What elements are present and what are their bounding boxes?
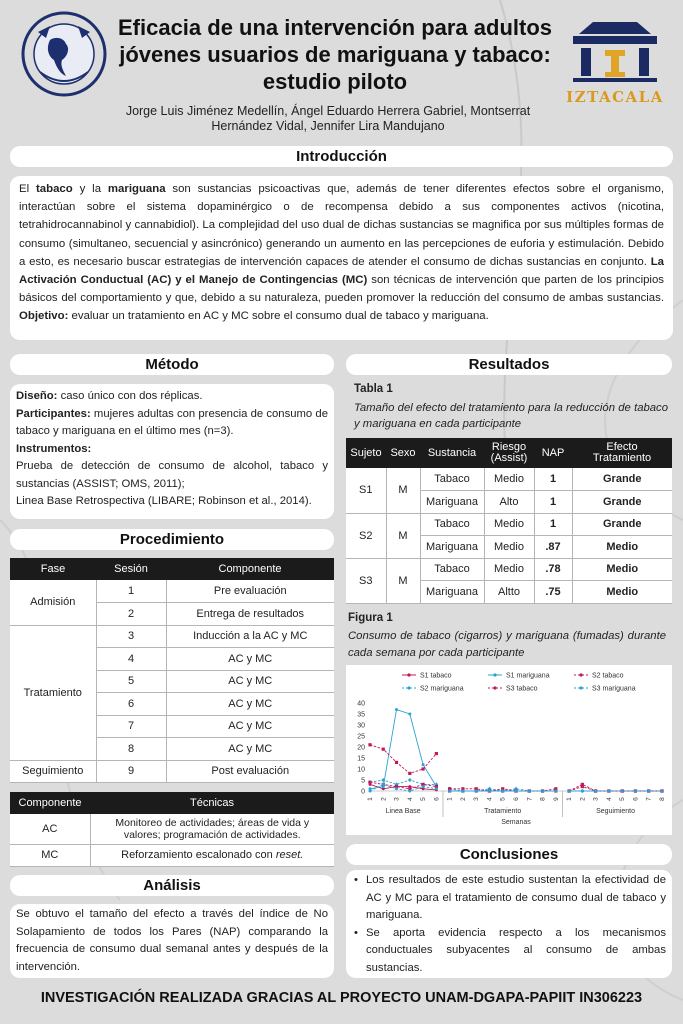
x-tick-label: 3 (393, 797, 401, 801)
y-tick-label: 10 (357, 766, 365, 774)
x-tick-label: 2 (579, 797, 587, 801)
procedimiento-table: Fase Sesión Componente Admisión 1 Pre evaluación 2 Entrega de resultados Tratamiento 3 Inducción a la AC y MC 4 AC y MC 5 AC y MC 6 AC y MC 7 AC y MC 8 AC y MC Seguimiento 9 Post evaluación (10, 558, 334, 783)
poster-title: Eficacia de una intervención para adultos jóvenes usuarios de mariguana y tabaco: estudio piloto (117, 15, 553, 94)
data-point (395, 708, 398, 711)
x-tick-label: 5 (619, 797, 627, 801)
x-tick-label: 2 (380, 797, 388, 801)
data-point (382, 783, 385, 786)
consumption-line-chart (346, 665, 672, 835)
data-point (435, 787, 438, 790)
iztacala-logo (565, 14, 665, 110)
x-tick-label: 8 (659, 797, 666, 801)
x-tick-label: 2 (459, 797, 467, 801)
data-point (621, 790, 624, 793)
resultados-heading: Resultados (346, 354, 672, 375)
x-tick-label: 3 (473, 797, 481, 801)
conclusion-item: • Los resultados de este estudio sustentan la efectividad de AC y MC para el tratamiento de consumo dual de tabaco y mariguana. (352, 872, 666, 925)
x-tick-label: 6 (513, 797, 520, 801)
phase-label: Linea Base (385, 808, 421, 815)
tabla-caption: Tamaño del efecto del tratamiento para la reducción de tabaco y mariguana en cada participante (354, 402, 668, 430)
x-tick-label: 1 (566, 797, 574, 801)
legend-marker (579, 686, 582, 689)
data-point (408, 772, 411, 775)
data-point (368, 781, 371, 784)
x-tick-label: 1 (446, 797, 454, 801)
authors: Jorge Luis Jiménez Medellín, Ángel Eduardo Herrera Gabriel, Montserrat Hernández Vidal, Jennifer Lira Mandujano (125, 104, 531, 133)
data-point (661, 790, 664, 793)
data-point (395, 787, 398, 790)
x-tick-label: 7 (526, 797, 534, 801)
procedimiento-table-wrap (10, 558, 334, 783)
data-point (488, 790, 491, 793)
legend-marker (493, 673, 496, 676)
x-tick-label: 4 (605, 797, 613, 801)
data-point (369, 790, 372, 793)
resultados-table-wrap (346, 438, 672, 604)
data-point (461, 790, 464, 793)
resultados-table: Sujeto Sexo Sustancia Riesgo (Assist) NAP Efecto Tratamiento S1 M Tabaco Medio 1 Grande Mariguana Alto 1 Grande S2 M Tabaco Medio 1 Grande Mariguana Medio .87 Medio S3 M Tabaco Medio .78 Medio Mariguana Altto .75 Medio (346, 438, 672, 604)
data-point (368, 743, 371, 746)
x-tick-label: 9 (552, 797, 560, 801)
conclusiones-heading: Conclusiones (346, 844, 672, 865)
tecnicas-table: Componente Técnicas AC Monitoreo de actividades; áreas de vida y valores; programación de actividades. MC Reforzamiento escalonado con reset. (10, 792, 334, 867)
x-tick-label: 1 (367, 797, 374, 801)
data-point (581, 785, 584, 788)
data-point (422, 763, 425, 766)
data-point (528, 790, 531, 793)
conclusion-item: • Se aporta evidencia respecto a los mecanismos conductuales subyacentes al consumo de ambas sustancias. (352, 925, 666, 978)
legend-label: S3 mariguana (592, 685, 636, 693)
conclusiones-list (352, 872, 666, 977)
data-point (501, 790, 504, 793)
legend-marker (407, 673, 410, 676)
analisis-box: Se obtuvo el tamaño del efecto a través del índice de No Solapamiento de todos los Pares (NAP) comparando la frecuencia de consumo dual semanal antes y después de la intervención. (10, 904, 334, 978)
data-point (408, 778, 412, 782)
x-tick-label: 4 (406, 797, 414, 801)
intro-heading: Introducción (10, 146, 673, 167)
y-tick-label: 20 (357, 744, 365, 752)
legend-marker (579, 673, 582, 676)
legend-label: S3 tabaco (506, 685, 538, 693)
data-point (395, 761, 398, 764)
data-point (541, 790, 544, 793)
unam-logo (20, 10, 108, 98)
legend-marker (407, 686, 410, 689)
data-point (515, 790, 518, 793)
data-point (408, 713, 411, 716)
data-point (568, 790, 571, 793)
intro-box: El tabaco y la mariguana son sustancias psicoactivas que, además de tener diferentes efectos sobre el organismo, interactúan sobre el sistema dopaminérgico o de recompensa debido a sus componentes activos (nicotina, tetrahidrocannabinol y cannabidiol). La complejidad del uso dual de dichas sustancias se magnifica por sus múltiples formas de consumo (simultaneo, secuencial y asincrónico) generando un aumento en las percepciones de euforia y estimulación. Debido a esto, es necesario buscar estrategias de intervención capaces de atender el consumo de dichas sustancias en conjunto. La Activación Conductual (AC) y el Manejo de Contingencias (MC) son técnicas de intervención que parten de los principios básicos del comportamiento y que, debido a su naturaleza, pueden promover la reducción del consumo de ambas sustancias. Objetivo: evaluar un tratamiento en AC y MC sobre el consumo dual de tabaco y mariguana. (10, 176, 673, 340)
y-tick-label: 0 (361, 788, 365, 796)
data-point (421, 767, 424, 770)
x-tick-label: 6 (433, 797, 441, 801)
y-tick-label: 15 (357, 755, 365, 763)
tabla-label: Tabla 1 (354, 383, 393, 395)
data-point (475, 790, 478, 793)
figura-caption: Consumo de tabaco (cigarros) y mariguana (fumadas) durante cada semana por cada participante (348, 630, 666, 659)
x-tick-label: 4 (486, 797, 494, 801)
conclusiones-box (346, 870, 672, 978)
phase-label: Tratamiento (484, 808, 522, 815)
legend-label: S2 mariguana (420, 685, 464, 693)
data-point (422, 785, 425, 788)
y-tick-label: 5 (361, 777, 365, 785)
data-point (448, 790, 451, 793)
legend-label: S2 tabaco (592, 672, 624, 680)
legend-label: S1 mariguana (506, 672, 550, 680)
metodo-heading: Método (10, 354, 334, 375)
data-point (594, 790, 597, 793)
data-point (581, 790, 584, 793)
y-tick-label: 25 (357, 733, 365, 741)
x-axis-label: Semanas (501, 819, 531, 826)
series-line (370, 710, 436, 789)
x-tick-label: 8 (539, 797, 547, 801)
data-point (382, 748, 385, 751)
poster-header (0, 0, 683, 142)
y-tick-label: 35 (357, 711, 365, 719)
x-tick-label: 5 (499, 797, 507, 801)
x-tick-label: 6 (632, 797, 640, 801)
analisis-heading: Análisis (10, 875, 334, 896)
x-tick-label: 3 (592, 797, 600, 801)
phase-label: Seguimiento (596, 808, 636, 815)
data-point (607, 790, 610, 793)
x-tick-label: 5 (420, 797, 428, 801)
figure-chart-box (346, 665, 672, 835)
procedimiento-heading: Procedimiento (10, 529, 334, 550)
tecnicas-table-wrap (10, 792, 334, 867)
legend-label: S1 tabaco (420, 672, 452, 680)
series-line (370, 745, 436, 774)
data-point (408, 790, 411, 793)
data-point (647, 790, 650, 793)
metodo-box: Diseño: caso único con dos réplicas. Participantes: mujeres adultas con presencia de consumo de tabaco y mariguana en el último mes (n=3). Instrumentos: Prueba de detección de consumo de alcohol, tabaco y sustancias (ASSIST; OMS, 2011); Linea Base Retrospectiva (LIBARE; Robinson et al., 2014). (10, 384, 334, 519)
data-point (435, 752, 438, 755)
data-point (554, 790, 557, 793)
legend-marker (493, 686, 496, 689)
y-tick-label: 40 (357, 700, 365, 708)
iztacala-logo-text: IZTACALA (566, 88, 664, 106)
x-tick-label: 7 (645, 797, 653, 801)
data-point (634, 790, 637, 793)
y-tick-label: 30 (357, 722, 365, 730)
funding-footer: INVESTIGACIÓN REALIZADA GRACIAS AL PROYECTO UNAM-DGAPA-PAPIIT IN306223 (40, 990, 643, 1006)
figura-label: Figura 1 (348, 612, 393, 624)
